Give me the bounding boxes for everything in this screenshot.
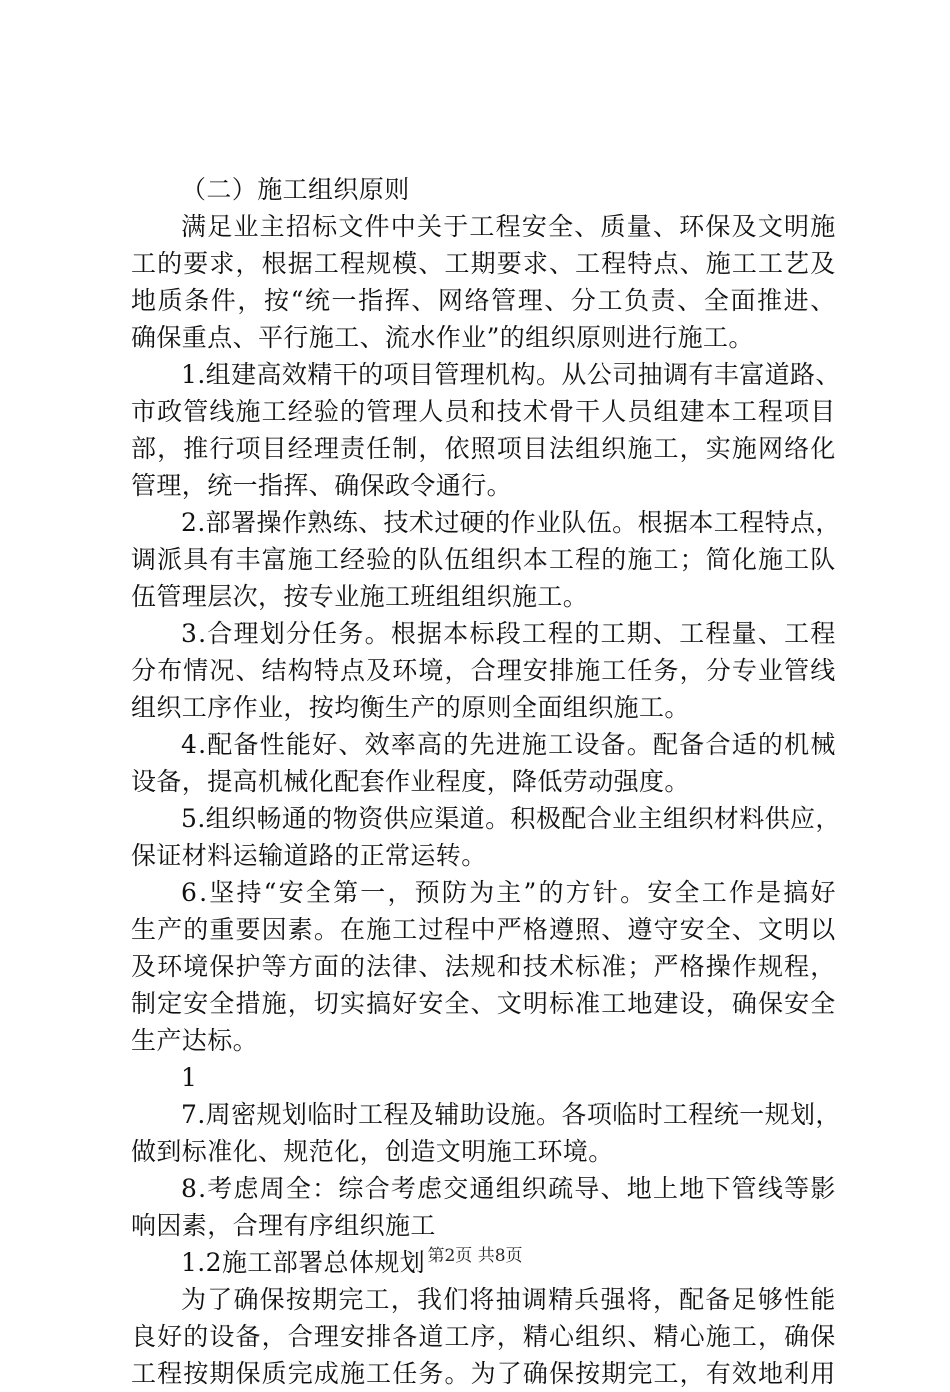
text-line: 保证材料运输道路的正常运转。 xyxy=(131,841,487,870)
text-line: 1 . 组 建 高 效 精 干 的 项 目 管 理 机 构 。 从 公 司 抽 调 有 丰 富 道 路 、 xyxy=(181,360,841,389)
text-line: 工 的 要 求 ， 根 据 工 程 规 模 、 工 期 要 求 、 工 程 特 点 、 施 工 工 艺 及 xyxy=(131,249,836,278)
text-line: 良 好 的 设 备 ， 合 理 安 排 各 道 工 序 ， 精 心 组 织 、 精 心 施 工 ， 确 保 xyxy=(131,1322,836,1351)
text-line: 管理，统一指挥、确保政令通行。 xyxy=(131,471,513,500)
text-line: 部 ， 推 行 项 目 经 理 责 任 制 ， 依 照 项 目 法 组 织 施 工 ， 实 施 网 络 化 xyxy=(131,434,836,463)
text-line: 制 定 安 全 措 施 ， 切 实 搞 好 安 全 、 文 明 标 准 工 地 建 设 ， 确 保 安 全 xyxy=(131,989,836,1018)
text-line: 3 . 合 理 划 分 任 务 。 根 据 本 标 段 工 程 的 工 期 、 工 程 量 、 工 程 xyxy=(181,619,836,648)
text-line: 生产达标。 xyxy=(131,1026,259,1055)
text-line: 及 环 境 保 护 等 方 面 的 法 律 、 法 规 和 技 术 标 准 ； 严 格 操 作 规 程 ， xyxy=(131,952,836,981)
text-line: 6 . 坚 持 “ 安 全 第 一 ， 预 防 为 主 ” 的 方 针 。 安 全 工 作 是 搞 好 xyxy=(181,878,836,907)
text-line: 满 足 业 主 招 标 文 件 中 关 于 工 程 安 全 、 质 量 、 环 保 及 文 明 施 xyxy=(181,212,836,241)
text-line: 4 . 配 备 性 能 好 、 效 率 高 的 先 进 施 工 设 备 。 配 备 合 适 的 机 械 xyxy=(181,730,836,759)
text-line: 为 了 确 保 按 期 完 工 ， 我 们 将 抽 调 精 兵 强 将 ， 配 备 足 够 性 能 xyxy=(181,1285,836,1314)
text-line: 确保重点、平行施工、流水作业”的组织原则进行施工。 xyxy=(131,323,754,352)
text-line: （二）施工组织原则 xyxy=(181,175,410,204)
page-footer: 第2页 共8页 xyxy=(427,1246,523,1266)
text-line: 地 质 条 件 ， 按 “ 统 一 指 挥 、 网 络 管 理 、 分 工 负 责 、 全 面 推 进 、 xyxy=(131,286,836,315)
text-line: 生 产 的 重 要 因 素 。 在 施 工 过 程 中 严 格 遵 照 、 遵 守 安 全 、 文 明 以 xyxy=(131,915,836,944)
text-line: 8 . 考 虑 周 全 ： 综 合 考 虑 交 通 组 织 疏 导 、 地 上 地 下 管 线 等 影 xyxy=(181,1174,836,1203)
document-body xyxy=(131,171,841,1392)
text-line: 响因素，合理有序组织施工 xyxy=(131,1211,436,1240)
text-line: 5 . 组 织 畅 通 的 物 资 供 应 渠 道 。 积 极 配 合 业 主 组 织 材 料 供 应 ， xyxy=(181,804,841,833)
text-line: 做到标准化、规范化，创造文明施工环境。 xyxy=(131,1137,614,1166)
text-line: 2 . 部 署 操 作 熟 练 、 技 术 过 硬 的 作 业 队 伍 。 根 据 本 工 程 特 点 ， xyxy=(181,508,841,537)
text-line: 分 布 情 况 、 结 构 特 点 及 环 境 ， 合 理 安 排 施 工 任 务 ， 分 专 业 管 线 xyxy=(131,656,836,685)
text-line: 伍管理层次，按专业施工班组组织施工。 xyxy=(131,582,589,611)
text-line: 7 . 周 密 规 划 临 时 工 程 及 辅 助 设 施 。 各 项 临 时 工 程 统 一 规 划 ， xyxy=(181,1100,841,1129)
text-line: 调 派 具 有 丰 富 施 工 经 验 的 队 伍 组 织 本 工 程 的 施 工 ； 简 化 施 工 队 xyxy=(131,545,836,574)
text-line: 1 xyxy=(181,1063,198,1092)
text-line: 工 程 按 期 保 质 完 成 施 工 任 务 。 为 了 确 保 按 期 完 工 ， 有 效 地 利 用 xyxy=(131,1359,836,1388)
text-line: 设备，提高机械化配套作业程度，降低劳动强度。 xyxy=(131,767,690,796)
text-line: 1.2施工部署总体规划 xyxy=(181,1248,426,1277)
text-line: 组织工序作业，按均衡生产的原则全面组织施工。 xyxy=(131,693,690,722)
text-line: 市 政 管 线 施 工 经 验 的 管 理 人 员 和 技 术 骨 干 人 员 组 建 本 工 程 项 目 xyxy=(131,397,836,426)
